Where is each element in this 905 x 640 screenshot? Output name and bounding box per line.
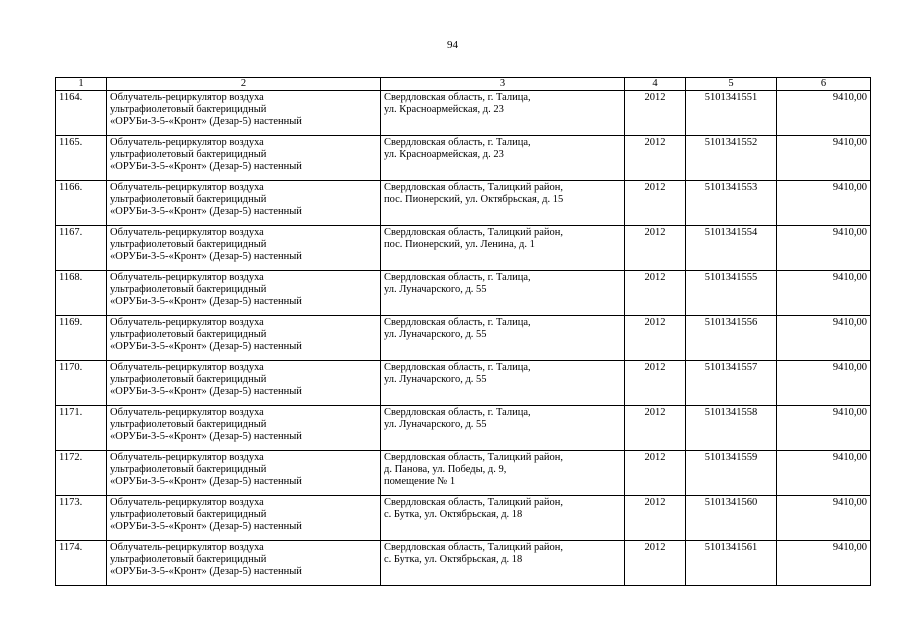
table-row bbox=[56, 361, 871, 406]
row-number: 1174. bbox=[56, 541, 107, 586]
item-name bbox=[107, 496, 381, 541]
item-name-line: Облучатель-рециркулятор воздуха bbox=[110, 497, 264, 508]
table-body bbox=[56, 91, 871, 586]
item-cost: 9410,00 bbox=[777, 181, 871, 226]
item-cost: 9410,00 bbox=[777, 496, 871, 541]
item-address-line: ул. Луначарского, д. 55 bbox=[384, 419, 487, 430]
item-address bbox=[381, 136, 625, 181]
table-header bbox=[56, 78, 871, 91]
inventory-number: 5101341560 bbox=[686, 496, 777, 541]
header-col-5: 5 bbox=[686, 78, 777, 91]
inventory-number: 5101341552 bbox=[686, 136, 777, 181]
item-address-line: Свердловская область, г. Талица, bbox=[384, 92, 531, 103]
inventory-number: 5101341558 bbox=[686, 406, 777, 451]
item-name-line: ультрафиолетовый бактерицидный bbox=[110, 284, 267, 295]
row-number: 1170. bbox=[56, 361, 107, 406]
item-address bbox=[381, 361, 625, 406]
item-name-line: «ОРУБи-3-5-«Кронт» (Дезар-5) настенный bbox=[110, 476, 302, 487]
table-row bbox=[56, 271, 871, 316]
item-address-line: ул. Луначарского, д. 55 bbox=[384, 284, 487, 295]
row-number: 1165. bbox=[56, 136, 107, 181]
item-name-line: ультрафиолетовый бактерицидный bbox=[110, 419, 267, 430]
item-name-line: Облучатель-рециркулятор воздуха bbox=[110, 362, 264, 373]
item-name-line: «ОРУБи-3-5-«Кронт» (Дезар-5) настенный bbox=[110, 251, 302, 262]
item-year: 2012 bbox=[625, 226, 686, 271]
header-row bbox=[56, 78, 871, 91]
item-address-line: пос. Пионерский, ул. Октябрьская, д. 15 bbox=[384, 194, 564, 205]
row-number: 1166. bbox=[56, 181, 107, 226]
item-address bbox=[381, 406, 625, 451]
item-cost: 9410,00 bbox=[777, 406, 871, 451]
inventory-number: 5101341556 bbox=[686, 316, 777, 361]
item-address bbox=[381, 316, 625, 361]
item-name-line: Облучатель-рециркулятор воздуха bbox=[110, 92, 264, 103]
table-row bbox=[56, 136, 871, 181]
item-address-line: Свердловская область, г. Талица, bbox=[384, 272, 531, 283]
item-address bbox=[381, 541, 625, 586]
item-year: 2012 bbox=[625, 181, 686, 226]
inventory-number: 5101341551 bbox=[686, 91, 777, 136]
header-col-1: 1 bbox=[56, 78, 107, 91]
item-cost: 9410,00 bbox=[777, 91, 871, 136]
item-year: 2012 bbox=[625, 451, 686, 496]
item-name bbox=[107, 316, 381, 361]
item-name-line: Облучатель-рециркулятор воздуха bbox=[110, 272, 264, 283]
inventory-number: 5101341559 bbox=[686, 451, 777, 496]
item-name-line: «ОРУБи-3-5-«Кронт» (Дезар-5) настенный bbox=[110, 386, 302, 397]
item-address-line: ул. Луначарского, д. 55 bbox=[384, 329, 487, 340]
table-row bbox=[56, 91, 871, 136]
table-row bbox=[56, 316, 871, 361]
item-address bbox=[381, 271, 625, 316]
item-year: 2012 bbox=[625, 541, 686, 586]
header-col-3: 3 bbox=[381, 78, 625, 91]
item-name-line: ультрафиолетовый бактерицидный bbox=[110, 194, 267, 205]
item-name-line: ультрафиолетовый бактерицидный bbox=[110, 554, 267, 565]
item-name-line: «ОРУБи-3-5-«Кронт» (Дезар-5) настенный bbox=[110, 116, 302, 127]
item-year: 2012 bbox=[625, 91, 686, 136]
item-address-line: Свердловская область, г. Талица, bbox=[384, 407, 531, 418]
inventory-number: 5101341553 bbox=[686, 181, 777, 226]
item-name bbox=[107, 226, 381, 271]
item-name bbox=[107, 136, 381, 181]
item-name bbox=[107, 541, 381, 586]
inventory-number: 5101341561 bbox=[686, 541, 777, 586]
item-address bbox=[381, 181, 625, 226]
page-number: 94 bbox=[447, 39, 458, 51]
item-name-line: ультрафиолетовый бактерицидный bbox=[110, 509, 267, 520]
row-number: 1169. bbox=[56, 316, 107, 361]
table-row bbox=[56, 496, 871, 541]
item-name-line: Облучатель-рециркулятор воздуха bbox=[110, 452, 264, 463]
item-name-line: «ОРУБи-3-5-«Кронт» (Дезар-5) настенный bbox=[110, 431, 302, 442]
item-address bbox=[381, 226, 625, 271]
table-row bbox=[56, 406, 871, 451]
item-name bbox=[107, 271, 381, 316]
row-number: 1173. bbox=[56, 496, 107, 541]
item-cost: 9410,00 bbox=[777, 316, 871, 361]
table-row bbox=[56, 181, 871, 226]
item-name-line: ультрафиолетовый бактерицидный bbox=[110, 149, 267, 160]
item-name-line: «ОРУБи-3-5-«Кронт» (Дезар-5) настенный bbox=[110, 296, 302, 307]
item-name-line: «ОРУБи-3-5-«Кронт» (Дезар-5) настенный bbox=[110, 161, 302, 172]
item-name-line: ультрафиолетовый бактерицидный bbox=[110, 374, 267, 385]
item-name bbox=[107, 91, 381, 136]
item-year: 2012 bbox=[625, 361, 686, 406]
item-cost: 9410,00 bbox=[777, 226, 871, 271]
item-address-line: Свердловская область, Талицкий район, bbox=[384, 452, 564, 463]
header-col-6: 6 bbox=[777, 78, 871, 91]
item-name-line: «ОРУБи-3-5-«Кронт» (Дезар-5) настенный bbox=[110, 341, 302, 352]
item-name-line: Облучатель-рециркулятор воздуха bbox=[110, 317, 264, 328]
item-address-line: пос. Пионерский, ул. Ленина, д. 1 bbox=[384, 239, 535, 250]
item-cost: 9410,00 bbox=[777, 271, 871, 316]
item-name-line: ультрафиолетовый бактерицидный bbox=[110, 464, 267, 475]
item-year: 2012 bbox=[625, 496, 686, 541]
header-col-2: 2 bbox=[107, 78, 381, 91]
item-name-line: «ОРУБи-3-5-«Кронт» (Дезар-5) настенный bbox=[110, 566, 302, 577]
item-address-line: Свердловская область, Талицкий район, bbox=[384, 497, 564, 508]
row-number: 1171. bbox=[56, 406, 107, 451]
inventory-number: 5101341555 bbox=[686, 271, 777, 316]
item-address-line: ул. Красноармейская, д. 23 bbox=[384, 149, 504, 160]
item-name-line: ультрафиолетовый бактерицидный bbox=[110, 329, 267, 340]
item-name-line: ультрафиолетовый бактерицидный bbox=[110, 104, 267, 115]
item-address bbox=[381, 496, 625, 541]
item-year: 2012 bbox=[625, 406, 686, 451]
item-address-line: с. Бутка, ул. Октябрьская, д. 18 bbox=[384, 509, 523, 520]
item-address-line: д. Панова, ул. Победы, д. 9, bbox=[384, 464, 507, 475]
item-address-line: Свердловская область, Талицкий район, bbox=[384, 182, 564, 193]
row-number: 1164. bbox=[56, 91, 107, 136]
item-name bbox=[107, 451, 381, 496]
item-address-line: Свердловская область, Талицкий район, bbox=[384, 542, 564, 553]
item-name-line: Облучатель-рециркулятор воздуха bbox=[110, 227, 264, 238]
item-year: 2012 bbox=[625, 136, 686, 181]
item-name-line: Облучатель-рециркулятор воздуха bbox=[110, 182, 264, 193]
item-address-line: Свердловская область, Талицкий район, bbox=[384, 227, 564, 238]
item-cost: 9410,00 bbox=[777, 136, 871, 181]
item-name bbox=[107, 406, 381, 451]
inventory-number: 5101341554 bbox=[686, 226, 777, 271]
item-name-line: Облучатель-рециркулятор воздуха bbox=[110, 407, 264, 418]
item-address-line: помещение № 1 bbox=[384, 476, 456, 487]
table-row bbox=[56, 226, 871, 271]
item-name-line: «ОРУБи-3-5-«Кронт» (Дезар-5) настенный bbox=[110, 521, 302, 532]
item-year: 2012 bbox=[625, 271, 686, 316]
item-year: 2012 bbox=[625, 316, 686, 361]
inventory-number: 5101341557 bbox=[686, 361, 777, 406]
item-name-line: ультрафиолетовый бактерицидный bbox=[110, 239, 267, 250]
item-address-line: ул. Луначарского, д. 55 bbox=[384, 374, 487, 385]
item-address-line: Свердловская область, г. Талица, bbox=[384, 362, 531, 373]
row-number: 1167. bbox=[56, 226, 107, 271]
row-number: 1168. bbox=[56, 271, 107, 316]
item-cost: 9410,00 bbox=[777, 541, 871, 586]
item-address-line: Свердловская область, г. Талица, bbox=[384, 317, 531, 328]
item-cost: 9410,00 bbox=[777, 451, 871, 496]
item-name bbox=[107, 181, 381, 226]
item-address bbox=[381, 451, 625, 496]
item-address-line: ул. Красноармейская, д. 23 bbox=[384, 104, 504, 115]
item-name-line: Облучатель-рециркулятор воздуха bbox=[110, 542, 264, 553]
item-cost: 9410,00 bbox=[777, 361, 871, 406]
table-row bbox=[56, 541, 871, 586]
header-col-4: 4 bbox=[625, 78, 686, 91]
item-address-line: с. Бутка, ул. Октябрьская, д. 18 bbox=[384, 554, 523, 565]
item-name bbox=[107, 361, 381, 406]
item-address-line: Свердловская область, г. Талица, bbox=[384, 137, 531, 148]
item-name-line: «ОРУБи-3-5-«Кронт» (Дезар-5) настенный bbox=[110, 206, 302, 217]
item-address bbox=[381, 91, 625, 136]
table-row bbox=[56, 451, 871, 496]
item-name-line: Облучатель-рециркулятор воздуха bbox=[110, 137, 264, 148]
row-number: 1172. bbox=[56, 451, 107, 496]
property-table bbox=[55, 77, 871, 586]
